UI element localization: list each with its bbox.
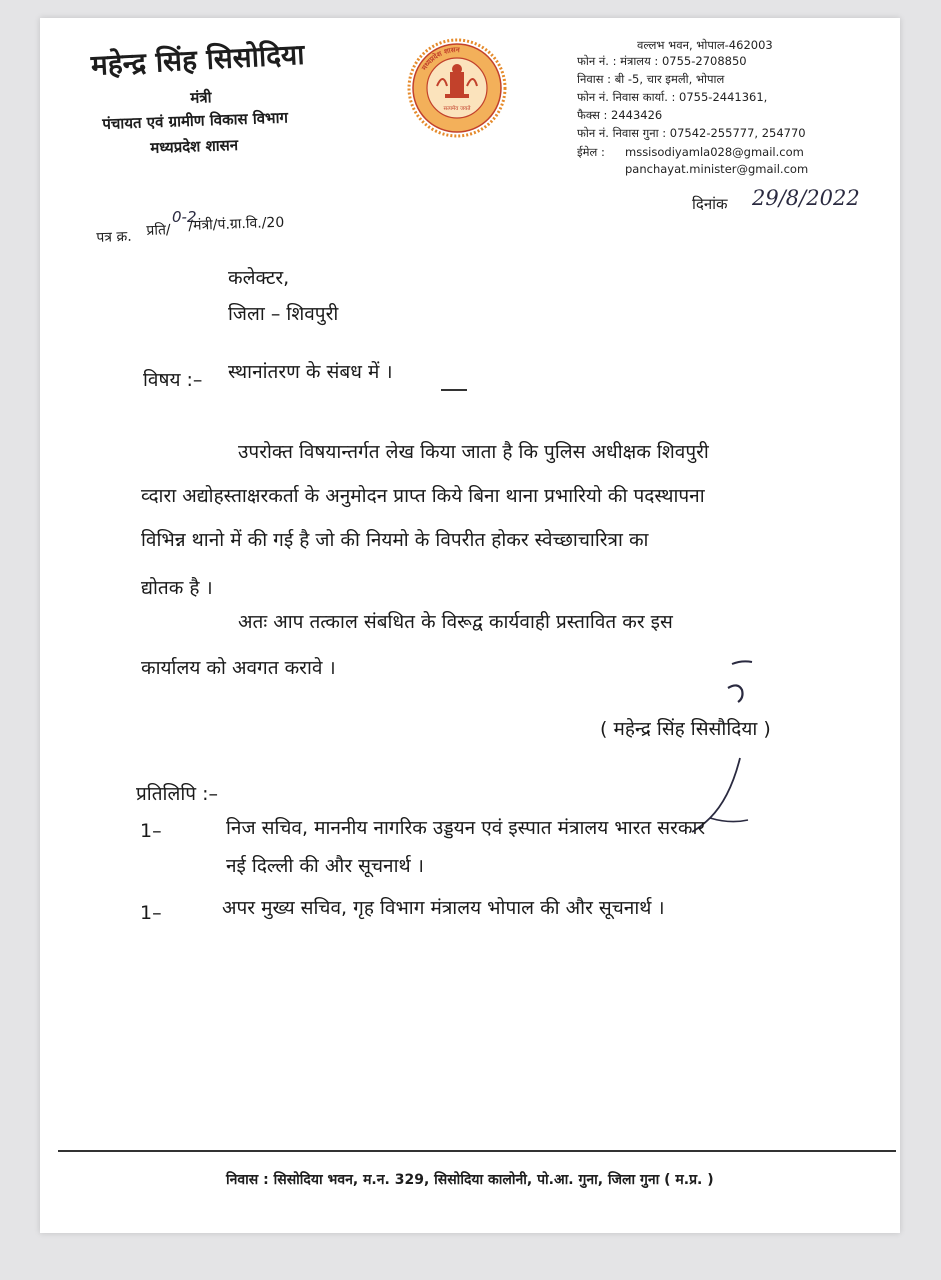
body-line-5: अतः आप तत्काल संबधित के विरूद्व कार्यवाही प्रस्तावित कर इस (238, 611, 673, 633)
phone-residence-office: फोन नं. निवास कार्या. : 0755-2441361, (577, 90, 768, 104)
signatory-name: ( महेन्द्र सिंह सिसौदिया ) (600, 718, 771, 740)
ref-suffix: /मंत्री/पं.ग्रा.वि./20 (188, 214, 285, 234)
minister-name: महेन्द्र सिंह सिसोदिया (90, 37, 306, 82)
office-address: वल्लभ भवन, भोपाल-462003 (637, 38, 773, 52)
phone-ministry: फोन नं. : मंत्रालय : 0755-2708850 (577, 54, 747, 68)
department: पंचायत एवं ग्रामीण विकास विभाग (102, 108, 289, 133)
body-line-6: कार्यालय को अवगत करावे । (141, 657, 336, 679)
copy-item-1-line-1: निज सचिव, माननीय नागरिक उड्डयन एवं इस्पात मंत्रालय भारत सरकार (226, 817, 706, 839)
copy-item-1-line-2: नई दिल्ली की और सूचनार्थ । (226, 855, 424, 877)
date-label: दिनांक (692, 195, 728, 213)
letter-page (40, 18, 900, 1233)
subject-text: स्थानांतरण के संबध में । (228, 361, 393, 383)
ref-label: पत्र क्र. (96, 228, 132, 246)
copy-item-2-line-1: अपर मुख्य सचिव, गृह विभाग मंत्रालय भोपाल की और सूचनार्थ । (222, 897, 665, 919)
residence-address: निवास : बी -5, चार इमली, भोपाल (577, 72, 725, 86)
copy-item-1-number: 1– (140, 820, 162, 842)
body-line-1: उपरोक्त विषयान्तर्गत लेख किया जाता है कि पुलिस अधीक्षक शिवपुरी (238, 441, 709, 463)
recipient-line-1: कलेक्टर, (228, 267, 290, 289)
ref-number-handwritten: 0-2 (172, 208, 197, 226)
email-primary: mssisodiyamla028@gmail.com (625, 145, 804, 159)
copy-item-2-number: 1– (140, 902, 162, 924)
footer-divider (58, 1150, 896, 1152)
subject-label: विषय :– (143, 369, 203, 391)
email-secondary: panchayat.minister@gmail.com (625, 162, 809, 176)
subject-underline (441, 389, 467, 391)
date-value-handwritten: 29/8/2022 (752, 186, 860, 210)
email-label: ईमेल : (577, 145, 605, 159)
body-line-4: द्योतक है । (141, 577, 213, 599)
emblem-ring-text: मध्यप्रदेश शासन (420, 45, 460, 72)
body-line-3: विभिन्न थानो में की गई है जो की नियमो के विपरीत होकर स्वेच्छाचारित्रा का (141, 529, 649, 551)
designation: मंत्री (190, 88, 212, 107)
recipient-line-2: जिला – शिवपुरी (228, 303, 339, 325)
copy-label: प्रतिलिपि :– (136, 783, 219, 805)
emblem-motto: सत्यमेव जयते (443, 106, 471, 112)
footer-address: निवास : सिसोदिया भवन, म.न. 329, सिसोदिया कालोनी, पो.आ. गुना, जिला गुना ( म.प्र. ) (226, 1172, 714, 1188)
government: मध्यप्रदेश शासन (150, 135, 239, 157)
body-line-2: व्दारा अद्योहस्ताक्षरकर्ता के अनुमोदन प्राप्त किये बिना थाना प्रभारियो की पदस्थापना (141, 485, 705, 507)
phone-guna: फोन नं. निवास गुना : 07542-255777, 254770 (577, 126, 806, 140)
ref-prefix: प्रति/ (146, 222, 171, 239)
fax-number: फैक्स : 2443426 (577, 108, 663, 122)
mp-emblem-icon (407, 38, 507, 138)
